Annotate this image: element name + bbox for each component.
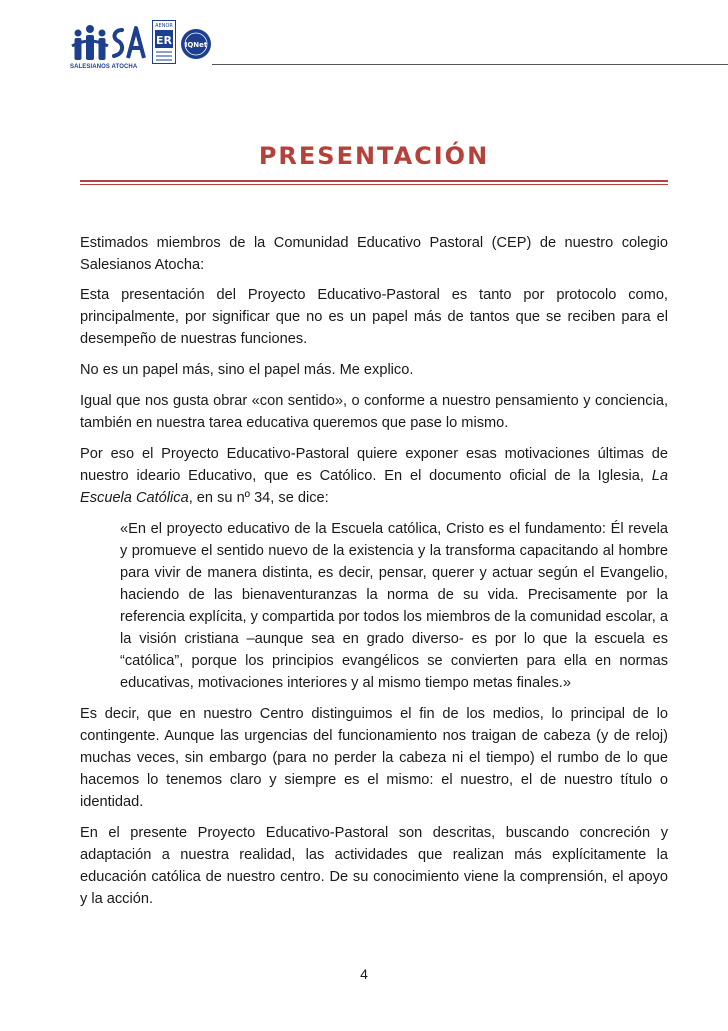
paragraph-motivation [80,443,668,509]
page-header [0,0,728,80]
paragraph-sense: Igual que nos gusta obrar «con sentido», o conforme a nuestro pensamiento y conciencia, también en nuestra tarea educativa queremos que pase lo mismo. [80,393,668,431]
header-rule [212,64,728,65]
paragraph-project: En el presente Proyecto Educativo-Pastoral son descritas, buscando concreción y adaptación a nuestra realidad, las actividades que realizan más explícitamente la educación católica de nuestro centro. De su conocimiento viene la comprensión, el apoyo y la acción. [80,825,668,907]
paragraph-purpose: Es decir, que en nuestro Centro distinguimos el fin de los medios, lo principal de lo contingente. Aunque las urgencias del funcionamiento nos traigan de cabeza (y de reloj) muchas veces, sin embargo (para no perder la cabeza ni el tiempo) el rumbo de lo que hacemos lo tenemos claro y siempre es el mismo: el nuestro, el de nuestro título o identidad. [80,706,668,810]
aenor-er-icon [152,20,176,64]
badge-net: IQNet [184,41,208,49]
title-underline [80,180,668,182]
page-number: 4 [360,966,368,982]
salesianos-logo-icon [70,24,148,64]
block-quote: «En el proyecto educativo de la Escuela católica, Cristo es el fundamento: Él revela y promueve el sentido nuevo de la existencia y la transforma capacitando al hombre para vivir de manera distinta, es decir, pensar, querer y actuar según el Evangelio, haciendo de las bienaventuranzas la norma de su vida. Precisamente por la referencia explícita, y compartida por todos los miembros de la comunidad escolar, a la visión cristiana –aunque sea en grado diverso- es por lo que la escuela es “católica”, porque los principios evangélicos se convierten para ella en normas educativas, motivaciones interiores y al mismo tiempo metas finales.» [120,521,668,691]
paragraph-presentation: Esta presentación del Proyecto Educativo-Pastoral es tanto por protocolo como, principalmente, por significar que no es un papel más de tantos que se reciben para el desempeño de nuestras funciones. [80,287,668,347]
logo-text: SALESIANOS ATOCHA [70,64,138,70]
document-body [80,232,668,919]
badge-er-top: AENOR [155,23,173,29]
iqnet-icon [180,28,212,60]
page-title: PRESENTACIÓN [258,142,490,170]
paragraph-explanation: No es un papel más, sino el papel más. Me explico. [80,362,414,378]
aenor-er-badge [152,20,176,64]
paragraph-motivation-b: , en su nº 34, se dice: [188,490,329,506]
title-underline-thin [80,184,668,185]
badge-er-mark: ER [156,34,172,47]
document-citation: La Escuela Católica [80,468,668,506]
paragraph-greeting: Estimados miembros de la Comunidad Educativo Pastoral (CEP) de nuestro colegio Salesianos Atocha: [80,235,668,273]
salesianos-logo [70,24,148,72]
iqnet-badge [180,28,212,60]
paragraph-motivation-a: Por eso el Proyecto Educativo-Pastoral quiere exponer esas motivaciones últimas de nuestro ideario Educativo, que es Católico. En el documento oficial de la Iglesia, [80,446,668,484]
